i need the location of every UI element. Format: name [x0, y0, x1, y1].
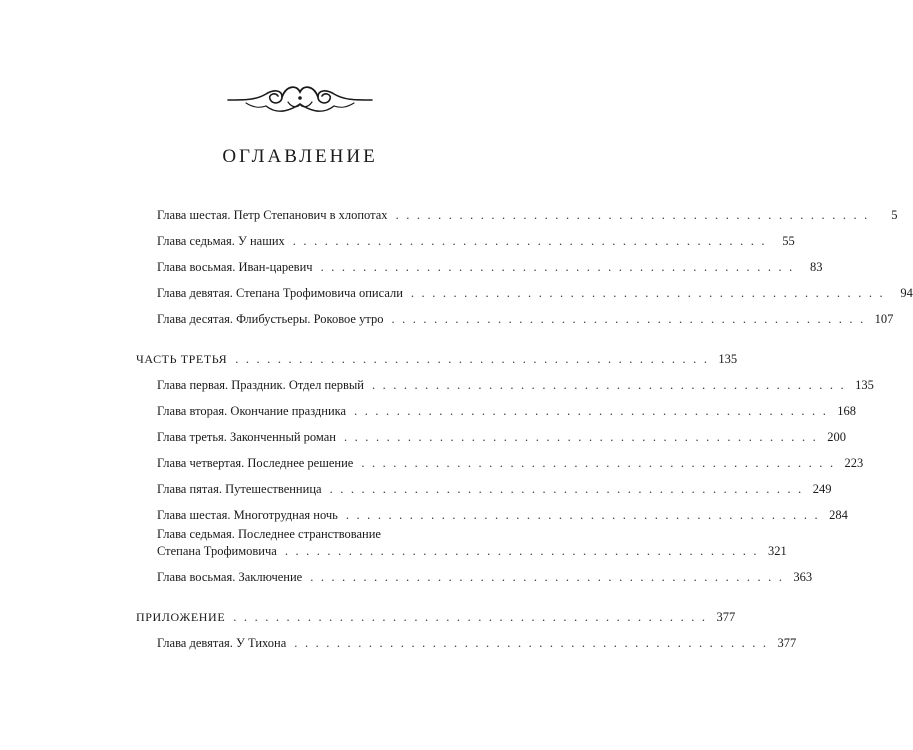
leader-dots: . . . . . . . . . . . . . . . . . . . . . . . . . . . . . . . . . . . . . . . . . . . . .: [294, 636, 769, 650]
toc-entry[interactable]: [157, 285, 913, 301]
toc-entry-label: Глава первая. Праздник. Отдел первый: [157, 378, 364, 392]
toc-entry[interactable]: [157, 569, 813, 585]
toc-entry-label: Глава восьмая. Иван-царевич: [157, 260, 313, 274]
toc-entry-page: 83: [810, 260, 823, 274]
page-title: ОГЛАВЛЕНИЕ: [222, 146, 378, 167]
toc-entry-page: 284: [829, 508, 848, 522]
toc-entry-label: Глава вторая. Окончание праздника: [157, 404, 347, 418]
toc-entry-label: Глава пятая. Путешественница: [157, 482, 322, 496]
toc-entry-page: 223: [844, 456, 864, 470]
toc-entry-label: Глава девятая. У Тихона: [157, 636, 287, 650]
toc-entry-label: Глава восьмая. Заключение: [157, 570, 303, 584]
toc-entry[interactable]: [157, 207, 898, 223]
leader-dots: . . . . . . . . . . . . . . . . . . . . . . . . . . . . . . . . . . . . . . . . . . . . .: [361, 456, 836, 470]
leader-dots: . . . . . . . . . . . . . . . . . . . . . . . . . . . . . . . . . . . . . . . . . . . . .: [391, 312, 866, 326]
toc-part-entry[interactable]: [136, 351, 738, 367]
leader-dots: . . . . . . . . . . . . . . . . . . . . . . . . . . . . . . . . . . . . . . . . . . . . .: [410, 286, 885, 300]
toc-entry-page: 135: [718, 352, 738, 366]
toc-entry[interactable]: [157, 259, 823, 275]
leader-dots: . . . . . . . . . . . . . . . . . . . . . . . . . . . . . . . . . . . . . . . . . . . . .: [371, 378, 846, 392]
toc-entry-page: 168: [837, 404, 857, 418]
toc-entry[interactable]: [157, 543, 787, 559]
leader-dots: . . . . . . . . . . . . . . . . . . . . . . . . . . . . . . . . . . . . . . . . . . . . .: [344, 430, 818, 444]
toc-entry[interactable]: [157, 377, 874, 393]
leader-dots: . . . . . . . . . . . . . . . . . . . . . . . . . . . . . . . . . . . . . . . . . . . . .: [320, 260, 795, 274]
toc-entry-page: 321: [768, 544, 787, 558]
toc-entry[interactable]: [157, 481, 832, 497]
leader-dots: . . . . . . . . . . . . . . . . . . . . . . . . . . . . . . . . . . . . . . . . . . . . .: [345, 508, 820, 522]
toc-part-entry[interactable]: [136, 609, 736, 625]
toc-entry[interactable]: [157, 455, 864, 471]
toc-entry-page: 200: [827, 430, 846, 444]
toc-entry[interactable]: [157, 311, 894, 327]
leader-dots: . . . . . . . . . . . . . . . . . . . . . . . . . . . . . . . . . . . . . . . . . . . . .: [284, 544, 759, 558]
toc-entry-page: 55: [782, 234, 795, 248]
toc-entry-label: Глава девятая. Степана Трофимовича описали: [157, 286, 403, 300]
toc-entry-page: 135: [855, 378, 874, 392]
toc-entry-label-line1: Глава седьмая. Последнее странствование: [157, 527, 381, 541]
toc-part-label: ПРИЛОЖЕНИЕ: [136, 610, 226, 624]
toc-entry-label: Глава третья. Законченный роман: [157, 430, 336, 444]
leader-dots: . . . . . . . . . . . . . . . . . . . . . . . . . . . . . . . . . . . . . . . . . . . . .: [310, 570, 785, 584]
leader-dots: . . . . . . . . . . . . . . . . . . . . . . . . . . . . . . . . . . . . . . . . . . . . .: [395, 208, 870, 222]
toc-part-label: ЧАСТЬ ТРЕТЬЯ: [136, 352, 228, 366]
toc-entry-page: 377: [716, 610, 736, 624]
toc-entry-page: 5: [891, 208, 898, 222]
leader-dots: . . . . . . . . . . . . . . . . . . . . . . . . . . . . . . . . . . . . . . . . . . . . .: [329, 482, 804, 496]
toc-entry-label: Глава четвертая. Последнее решение: [157, 456, 354, 470]
toc-entry-label: Глава шестая. Петр Степанович в хлопотах: [157, 208, 388, 222]
toc-entry[interactable]: [157, 635, 797, 651]
toc-entry-page: 249: [812, 482, 832, 496]
toc-entry-page: 94: [900, 286, 913, 300]
leader-dots: . . . . . . . . . . . . . . . . . . . . . . . . . . . . . . . . . . . . . . . . . . . . .: [233, 610, 708, 624]
leader-dots: . . . . . . . . . . . . . . . . . . . . . . . . . . . . . . . . . . . . . . . . . . . . .: [235, 352, 710, 366]
toc-entry-label: Глава седьмая. У наших: [157, 234, 285, 248]
toc-entry[interactable]: [157, 403, 857, 419]
toc-entry-page: 107: [874, 312, 894, 326]
toc-entry-page: 363: [793, 570, 813, 584]
toc-entry-label: Степана Трофимовича: [157, 544, 277, 558]
toc-entry[interactable]: [157, 429, 846, 445]
toc-entry[interactable]: [157, 233, 795, 249]
toc-entry-label: Глава шестая. Многотрудная ночь: [157, 508, 338, 522]
toc-entry-page: 377: [777, 636, 797, 650]
toc-entry-label: Глава десятая. Флибустьеры. Роковое утро: [157, 312, 384, 326]
leader-dots: . . . . . . . . . . . . . . . . . . . . . . . . . . . . . . . . . . . . . . . . . . . . .: [292, 234, 767, 248]
leader-dots: . . . . . . . . . . . . . . . . . . . . . . . . . . . . . . . . . . . . . . . . . . . . .: [354, 404, 829, 418]
toc-entry[interactable]: [157, 507, 848, 523]
